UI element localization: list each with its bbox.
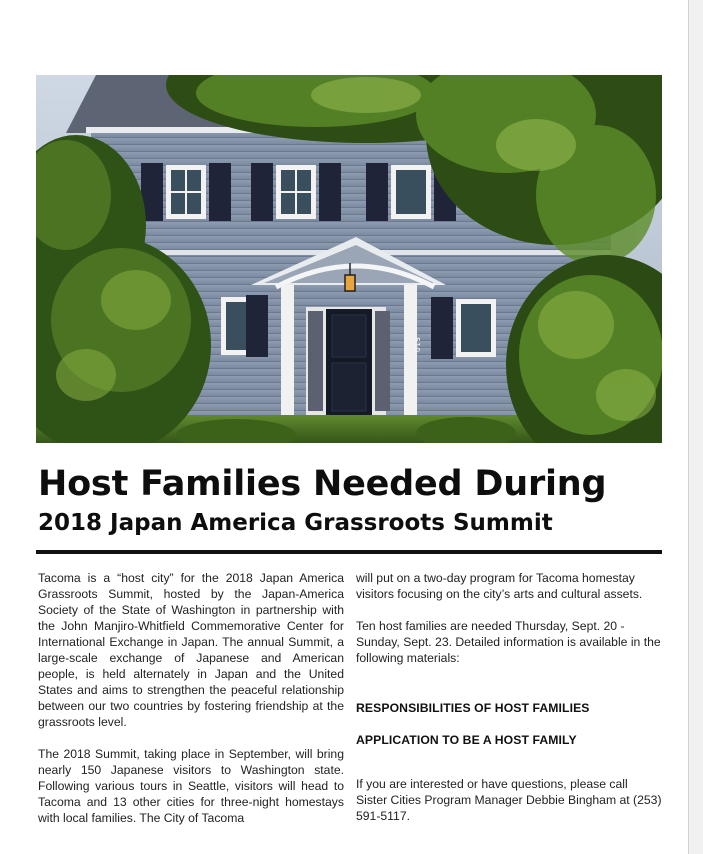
- right-column: [356, 570, 662, 840]
- headline-title: Host Families Needed During: [38, 464, 607, 504]
- summit-paragraph: The 2018 Summit, taking place in September, will bring nearly 150 Japanese visitors to Washington state. Following various tours in Seattle, visitors will head to Tacoma and 13 other cities for three-night homestays with local families. The City of Tacoma: [38, 747, 344, 825]
- left-column: [38, 570, 344, 842]
- page-edge: [688, 0, 703, 854]
- dates-paragraph: Ten host families are needed Thursday, Sept. 20 - Sunday, Sept. 23. Detailed information is available in the following materials:: [356, 619, 661, 665]
- title-divider: [36, 550, 662, 554]
- headline-subtitle: 2018 Japan America Grassroots Summit: [38, 510, 553, 536]
- hero-image: [36, 75, 662, 443]
- house-number: 510: [412, 337, 421, 353]
- contact-paragraph: If you are interested or have questions, please call Sister Cities Program Manager Debbie Bingham at (253) 591-5117.: [356, 777, 662, 823]
- program-paragraph: will put on a two-day program for Tacoma homestay visitors focusing on the city’s arts and cultural assets.: [356, 571, 643, 601]
- intro-paragraph: Tacoma is a “host city” for the 2018 Japan America Grassroots Summit, hosted by the Japan-America Society of the State of Washington in partnership with the John Manjiro-Whitfield Commemorative Center for International Exchange in Japan. The annual Summit, a large-scale exchange of Japanese and American people, is held alternately in Japan and the United States and aims to strengthen the peaceful relationship between our two countries by fostering friendship at the grassroots level.: [38, 571, 344, 729]
- responsibilities-link[interactable]: RESPONSIBILITIES OF HOST FAMILIES: [356, 701, 590, 715]
- application-link[interactable]: APPLICATION TO BE A HOST FAMILY: [356, 733, 577, 747]
